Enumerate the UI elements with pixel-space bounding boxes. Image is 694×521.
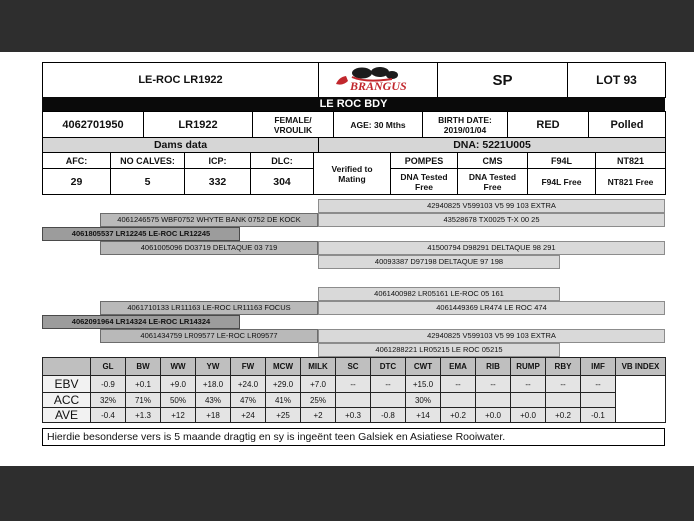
acc-cell: 47% [231,393,266,408]
ave-cell: -0.1 [581,408,616,423]
pedigree-dam-dam-dam: 4061288221 LR05215 LE ROC 05215 [318,343,560,357]
section-bar-table [42,137,666,153]
ebv-cell: -- [336,376,371,393]
acc-cell [546,393,581,408]
afc-label: AFC: [43,153,111,169]
pedigree-sire-dam-dam: 40093387 D97198 DELTAQUE 97 198 [318,255,560,269]
dna-header: DNA: 5221U005 [319,138,666,153]
ebv-header: BW [126,358,161,376]
stud-banner: LE ROC BDY [42,97,665,111]
acc-cell: 32% [91,393,126,408]
f94l-label: F94L [528,153,596,169]
no-calves-label: NO CALVES: [111,153,185,169]
ebv-header: RBY [546,358,581,376]
ebv-cell: -- [441,376,476,393]
ebv-cell: +29.0 [266,376,301,393]
footnote: Hierdie besonderse vers is 5 maande dragtig en sy is ingeënt teen Galsiek en Asiatiese Rooiwater. [42,428,665,446]
ebv-cell: +24.0 [231,376,266,393]
ave-cell: -0.4 [91,408,126,423]
f94l-value: F94L Free [528,169,596,195]
ebv-cell: -- [476,376,511,393]
pedigree-dam-dam-sire: 42940825 V599103 V5 99 103 EXTRA [318,329,665,343]
ebv-cell: +9.0 [161,376,196,393]
ebv-header: RUMP [511,358,546,376]
ave-row-label: AVE [43,408,91,423]
ebv-cell: -- [546,376,581,393]
pedigree-sire-dam: 4061005096 D03719 DELTAQUE 03 719 [100,241,318,255]
ebv-row-label: EBV [43,376,91,393]
pompes-value: DNA Tested Free [391,169,458,195]
ebv-header-row [43,358,666,376]
ebv-cell: -- [581,376,616,393]
dlc-label: DLC: [251,153,314,169]
birth-date-cell [423,112,508,138]
ave-cell: +2 [301,408,336,423]
verified-line2: Mating [338,173,366,184]
no-calves-value: 5 [111,169,185,195]
top-dark-band [0,0,694,52]
ave-cell: +25 [266,408,301,423]
ebv-header: GL [91,358,126,376]
horn-status-cell: Polled [589,112,666,138]
colour-cell: RED [508,112,589,138]
ave-cell: +0.0 [476,408,511,423]
icp-label: ICP: [185,153,251,169]
vb-index-cell [616,376,666,423]
acc-row-label: ACC [43,393,91,408]
lot-number: LOT 93 [568,63,666,98]
ebv-table [42,357,666,423]
icp-value: 332 [185,169,251,195]
ebv-header-vb-index: VB INDEX [616,358,666,376]
sex-cell [253,112,334,138]
ebv-header: YW [196,358,231,376]
acc-cell [371,393,406,408]
acc-cell [511,393,546,408]
ebv-cell: -- [511,376,546,393]
ave-cell: +0.0 [511,408,546,423]
pedigree-dam-sire: 4061710133 LR11163 LE-ROC LR11163 FOCUS [100,301,318,315]
ave-cell: +1.3 [126,408,161,423]
header-table [42,62,666,98]
afc-value: 29 [43,169,111,195]
ebv-header: MCW [266,358,301,376]
acc-cell [476,393,511,408]
ave-cell: +14 [406,408,441,423]
logo-cell [319,63,438,98]
pedigree-dam-sire-dam: 4061449369 LR474 LE ROC 474 [318,301,665,315]
pedigree-sire: 4061805537 LR12245 LE-ROC LR12245 [42,227,240,241]
cms-label: CMS [458,153,528,169]
class-code: SP [438,63,568,98]
bottom-dark-band [0,466,694,521]
pedigree-sire-dam-sire: 41500794 D98291 DELTAQUE 98 291 [318,241,665,255]
ebv-cell: +7.0 [301,376,336,393]
ave-cell: +18 [196,408,231,423]
dlc-value: 304 [251,169,314,195]
ave-cell: +0.2 [441,408,476,423]
acc-cell: 41% [266,393,301,408]
acc-cell [581,393,616,408]
dams-data-header: Dams data [43,138,319,153]
ebv-cell: +18.0 [196,376,231,393]
catalog-page [0,52,694,466]
brangus-logo [332,64,424,97]
ebv-header: CWT [406,358,441,376]
bull-logo-icon [332,64,424,94]
ave-row [43,408,666,423]
pedigree-sire-sire-dam: 43528678 TX0025 T-X 00 25 [318,213,665,227]
ebv-header: SC [336,358,371,376]
ebv-header: EMA [441,358,476,376]
sex-line2: VROULIK [273,124,313,135]
age-cell: AGE: 30 Mths [334,112,423,138]
birth-label: BIRTH DATE: [438,114,492,125]
verified-line1: Verified to [331,163,373,174]
nt821-value: NT821 Free [596,169,666,195]
pompes-label: POMPES [391,153,458,169]
pedigree-section [42,199,665,357]
ebv-header: MILK [301,358,336,376]
pedigree-sire-sire: 4061246575 WBF0752 WHYTE BANK 0752 DE KOCK [100,213,318,227]
cms-value: DNA Tested Free [458,169,528,195]
pedigree-dam-dam: 4061434759 LR09577 LE-ROC LR09577 [100,329,318,343]
ave-cell: +0.2 [546,408,581,423]
acc-cell: 43% [196,393,231,408]
logo-text: BRANGUS [350,78,407,93]
sex-line1: FEMALE/ [274,114,312,125]
animal-name: LE-ROC LR1922 [43,63,319,98]
acc-row [43,393,666,408]
acc-cell: 50% [161,393,196,408]
ave-cell: +24 [231,408,266,423]
birth-value: 2019/01/04 [443,124,487,135]
nt821-label: NT821 [596,153,666,169]
identity-table [42,111,666,138]
tag-number: LR1922 [144,112,253,138]
acc-cell: 71% [126,393,161,408]
pedigree-sire-sire-sire: 42940825 V599103 V5 99 103 EXTRA [318,199,665,213]
ebv-row [43,376,666,393]
ebv-cell: +0.1 [126,376,161,393]
ebv-header: FW [231,358,266,376]
ebv-corner-cell [43,358,91,376]
ave-cell: +12 [161,408,196,423]
ebv-cell: -- [371,376,406,393]
registration-number: 4062701950 [43,112,144,138]
ebv-header: RIB [476,358,511,376]
pedigree-dam: 4062091964 LR14324 LE-ROC LR14324 [42,315,240,329]
pedigree-dam-sire-sire: 4061400982 LR05161 LE-ROC 05 161 [318,287,560,301]
ebv-header: IMF [581,358,616,376]
acc-cell [336,393,371,408]
verified-to-mating-cell [314,153,391,195]
ebv-cell: +15.0 [406,376,441,393]
acc-cell [441,393,476,408]
ave-cell: -0.8 [371,408,406,423]
ebv-header: DTC [371,358,406,376]
stats-table [42,152,666,195]
acc-cell: 25% [301,393,336,408]
ebv-cell: -0.9 [91,376,126,393]
ebv-header: WW [161,358,196,376]
acc-cell: 30% [406,393,441,408]
ave-cell: +0.3 [336,408,371,423]
